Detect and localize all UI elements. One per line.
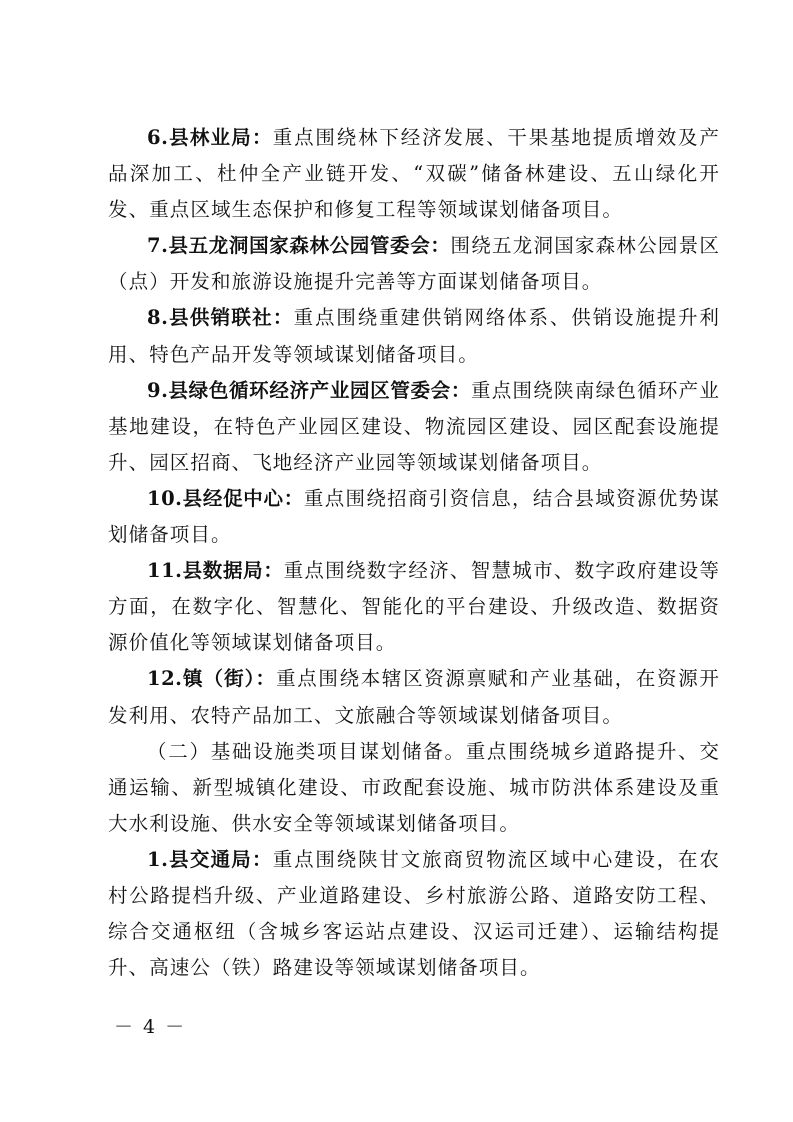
- document-body: [108, 120, 720, 986]
- paragraph-text: 重点围绕招商引资信息，结合县域资源优势谋划储备项目。: [108, 486, 720, 547]
- paragraph-data-bureau: [108, 553, 720, 661]
- page-number: － 4 －: [114, 1016, 187, 1038]
- paragraph-towns-streets: [108, 661, 720, 733]
- paragraph-forestry-bureau: [108, 120, 720, 228]
- paragraph-heading: 10.县经促中心：: [147, 486, 304, 510]
- paragraph-wulongdong-park-committee: [108, 228, 720, 300]
- paragraph-text: 重点围绕林下经济发展、干果基地提质增效及产品深加工、杜仲全产业链开发、“双碳”储备林建设、五山绿化开发、重点区域生态保护和修复工程等领域谋划储备项目。: [108, 126, 720, 222]
- paragraph-supply-marketing-cooperative: [108, 300, 720, 372]
- paragraph-heading: 6.县林业局：: [147, 126, 273, 149]
- paragraph-text: 重点围绕数字经济、智慧城市、数字政府建设等方面，在数字化、智慧化、智能化的平台建设、升级改造、数据资源价值化等领域谋划储备项目。: [108, 559, 720, 655]
- paragraph-heading: 12.镇（街）：: [147, 667, 277, 691]
- paragraph-economic-promotion-center: [108, 481, 720, 553]
- paragraph-green-industrial-park-committee: [108, 373, 720, 481]
- paragraph-heading: 9.县绿色循环经济产业园区管委会：: [147, 378, 471, 402]
- paragraph-heading: 11.县数据局：: [147, 559, 284, 583]
- paragraph-text: 重点围绕本辖区资源禀赋和产业基础，在资源开发利用、农特产品加工、文旅融合等领域谋划储备项目。: [108, 667, 720, 727]
- paragraph-text: 重点围绕陕甘文旅商贸物流区域中心建设，在农村公路提档升级、产业道路建设、乡村旅游公路、道路安防工程、综合交通枢纽（含城乡客运站点建设、汉运司迁建）、运输结构提升、高速公（铁）路建设等领域谋划储备项目。: [108, 847, 720, 980]
- paragraph-text: （二）基础设施类项目谋划储备。重点围绕城乡道路提升、交通运输、新型城镇化建设、市政配套设施、城市防洪体系建设及重大水利设施、供水安全等领域谋划储备项目。: [108, 739, 720, 835]
- paragraph-text: 重点围绕陕南绿色循环产业基地建设，在特色产业园区建设、物流园区建设、园区配套设施提升、园区招商、飞地经济产业园等领域谋划储备项目。: [108, 378, 721, 474]
- paragraph-heading: 1.县交通局：: [147, 847, 273, 871]
- paragraph-text: 围绕五龙洞国家森林公园景区（点）开发和旅游设施提升完善等方面谋划储备项目。: [108, 234, 720, 294]
- paragraph-heading: 7.县五龙洞国家森林公园管委会：: [147, 234, 451, 258]
- paragraph-transport-bureau: [108, 842, 720, 986]
- paragraph-infrastructure-section: [108, 734, 720, 842]
- paragraph-text: 重点围绕重建供销网络体系、供销设施提升利用、特色产品开发等领域谋划储备项目。: [108, 306, 720, 366]
- paragraph-heading: 8.县供销联社：: [147, 306, 294, 330]
